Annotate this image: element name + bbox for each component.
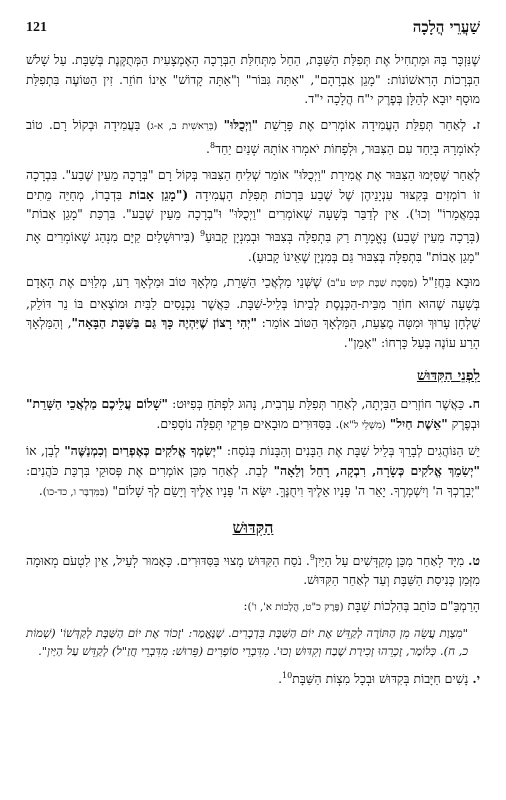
shalom-aleichem-term: "שָׁלוֹם עֲלֵיכֶם מַלְאֲכֵי הַשָּׁרֵת" — [26, 396, 168, 412]
paragraph-9 — [26, 548, 480, 590]
paragraph-10 — [26, 666, 480, 689]
paragraph-8 — [26, 394, 480, 435]
source-citation: (בַּמִּדְבָּר ו, כד-כו) — [42, 486, 109, 498]
paragraph-text: . נֹסַח הַקִּדּוּשׁ מָצוּי בַּסִּדּוּרִים. כָּאָמוּר לְעֵיל, אֵין לִטְעֹם מְאוּמָה מִזְּמַן כְּנִיסַת הַשַּׁבָּת וְעַד לְאַחַר הַקִּדּוּשׁ. — [26, 552, 480, 588]
paragraph-mark: ט. — [468, 552, 480, 568]
paragraph-text: , וְהַמַּלְאָךְ הָרַע עוֹנֶה בְּעַל כָּרְחוֹ: "אָמֵן". — [26, 315, 480, 350]
paragraph-rambam-intro — [26, 596, 480, 618]
paragraph-mark: י. — [472, 670, 480, 686]
page-header — [26, 18, 480, 50]
paragraph-text: הָרַמְבַּ"ם כּוֹתֵב בְּהִלְכוֹת שַׁבָּת — [347, 598, 480, 614]
paragraph-text: . — [278, 670, 283, 686]
quote-text: "מִצְוַת עֲשֵׂה מִן הַתּוֹרָה לְקַדֵּשׁ אֶת יוֹם הַשַּׁבָּת בִּדְבָרִים. שֶׁנֶּאֱמַר: 'זָכוֹר אֶת יוֹם הַשַּׁבָּת לְקַדְּשׁוֹ' (שְׁמוֹת כ, ח). כְּלוֹמַר, זָכְרֵהוּ זְכִירַת שֶׁבַח וְקִדּוּשׁ וְכוּ'. מִדִּבְרֵי סוֹפְרִים (פֵּרוּשׁ: מִדִּבְרֵי חֲזַ"ל) לְקַדֵּשׁ עַל הַיַּיִן". — [26, 625, 468, 658]
paragraph-text: שֶׁשְּׁנֵי מַלְאֲכֵי הַשָּׁרֵת, מַלְאָךְ טוֹב וּמַלְאָךְ רַע, מְלַוִּים אֶת הָאָדָם בְּשָׁעָה שֶׁהוּא חוֹזֵר מִבֵּית-הַכְּנֶסֶת לְבֵיתוֹ בְּלֵיל-שַׁבָּת. כַּאֲשֶׁר נִכְנָסִים לַבַּיִת וּמוֹצְאִים בּוֹ נֵר דּוֹלֵק, שֻׁלְחָן עָרוּךְ וּמִטָּה מֻצַּעַת, הַמַּלְאָךְ הַטּוֹב אוֹמֵר: — [26, 274, 480, 331]
paragraph-text: נָשִׁים חַיָּבוֹת בְּקִדּוּשׁ וּבְכָל מִצְוֹת הַשַּׁבָּת — [292, 670, 469, 686]
paragraph-angels — [26, 272, 480, 352]
paragraph-text: לְאַחַר שֶׁסִּיְּמוּ הַצִּבּוּר אֶת אֲמִירַת "וַיְכֻלּוּ" אוֹמֵר שְׁלִיחַ הַצִּבּוּר בְּקוֹל רָם "בְּרָכָה מֵעֵין שֶׁבַע". בִּבְרָכָה זוֹ רוֹמְזִים בְּקִצּוּר עִנְיָנֵיהֶן שֶׁל שֶׁבַע בִּרְכוֹת תְּפִלַּת הָעֲמִידָה — [26, 167, 480, 202]
paragraph-text: מִיָּד לְאַחַר מִכֵּן מְקַדְּשִׁים עַל הַיַּיִן — [314, 552, 465, 568]
footnote-ref: 9 — [200, 228, 206, 238]
running-title: שַׁעֲרֵי הֲלָכָה — [412, 18, 480, 36]
paragraph-text: : — [243, 598, 248, 614]
paragraph-text: יֵשׁ הַנּוֹהֲגִים לְבָרֵךְ בְּלֵיל שַׁבָּת אֶת הַבָּנִים וְהַבָּנוֹת בְּנֹסַח: — [226, 443, 480, 459]
paragraph-text: וּבְפֶרֶק — [451, 415, 480, 431]
footnote-ref: 10 — [282, 670, 293, 680]
paragraph-text: שֶׁנִּזְכָּר בָּהּ וּמַתְחִיל אֶת תְּפִלַּת הַשַּׁבָּת, הַחֵל מִתְּחִלַּת הַבְּרָכָה הָאֶמְצָעִית הַמְּתֻקֶּנֶת בְּשַׁבָּת. עַל שָׁלֹשׁ הַבְּרָכוֹת הָרִאשׁוֹנוֹת: "מָגֵן אַבְרָהָם", "אַתָּה גִּבּוֹר" וְ"אַתָּה קָדוֹשׁ" אֵינוֹ חוֹזֵר. זִין הַטּוֹעֶה בִּתְפִלַּת מוּסָף יוּבָא לְהַלָּן בְּפֶרֶק י"ח הֲלָכָה י"ד. — [26, 52, 480, 107]
paragraph-text: בַּעֲמִידָה וּבְקוֹל רָם. טוֹב לְאוֹמְרָהּ בְּיַחַד עִם הַצִּבּוּר, וּלְפָחוֹת יֹאמְרוּ אוֹתָהּ שְׁנַיִם יַחַד — [26, 116, 480, 157]
vayechulu-term: "וַיְכֻלּוּ" — [223, 116, 259, 132]
paragraph-mark: ח. — [468, 396, 480, 412]
paragraph-text: לְאַחַר תְּפִלַּת הָעֲמִידָה אוֹמְרִים אֶת פָּרָשַׁת — [264, 116, 466, 132]
footnote-ref: 8 — [209, 141, 216, 151]
paragraph-blessing-children — [26, 441, 480, 502]
section-heading-before-kiddush: לִפְנֵי הַקִּדּוּשׁ — [416, 367, 480, 384]
yehi-ratzon-quote: "יְהִי רָצוֹן שֶׁיִּהְיֶה כָּךְ גַּם בַּשַּׁבָּת הַבָּאָה" — [71, 315, 257, 331]
main-text — [26, 50, 480, 688]
paragraph-text: לְבֵן, אוֹ — [26, 443, 65, 459]
paragraph-text: כַּאֲשֶׁר חוֹזְרִים הַבַּיְתָה, לְאַחַר תְּפִלַּת עַרְבִית, נָהוּג לִפְתֹּחַ בְּפִיּוּט: — [172, 396, 465, 412]
paragraph-text: לְבַת. לְאַחַר מִכֵּן אוֹמְרִים אֶת פְּסוּקֵי בִּרְכַּת כֹּהֲנִים: "יְבָרֶכְךָ ה' וְיִשְׁמְרֶךָ. יָאֵר ה' פָּנָיו אֵלֶיךָ וִיחֻנֶּךָּ. יִשָּׂא ה' פָּנָיו אֵלֶיךָ וְיָשֵׂם לְךָ שָׁלוֹם" — [26, 462, 480, 498]
paragraph-continuation — [26, 50, 480, 109]
magen-avot-term: ("מָגֵן אָבוֹת — [129, 186, 189, 202]
source-citation: (בְּרֵאשִׁית ב, א-ג) — [146, 120, 218, 132]
paragraph-text: מוּבָא בַּחֲזַ"ל — [422, 274, 480, 290]
paragraph-text: . — [206, 141, 210, 157]
paragraph-7 — [26, 115, 480, 159]
blessing-daughters-quote: "יְשִׂמֵךְ אֱלֹקִים כְּשָׂרָה, רִבְקָה, רָחֵל וְלֵאָה" — [273, 462, 480, 478]
paragraph-text: (בִּירוּשָׁלַיִם קַיָּם מִנְהַג שֶׁאוֹמְרִים אֶת "מָגֵן אָבוֹת" בִּתְפִלָּה בְּצִבּוּר גַּם בְּמִנְיָן שֶׁאֵינוֹ קָבוּעַ). — [26, 229, 480, 264]
page-number: 121 — [26, 20, 47, 35]
paragraph-text: . — [38, 482, 43, 498]
paragraph-mark: ז. — [472, 116, 480, 132]
source-citation: (פֶּרֶק כ"ט, הֲלָכוֹת א', ו') — [247, 602, 344, 614]
paragraph-text: בִּדְבָרוֹ, מְחַיֵּה מֵתִים בְּמַאֲמָרוֹ" וְכוּ'). אֵין לְדַבֵּר בְּשָׁעָה שֶׁאוֹמְרִים "וַיְכֻלּוּ" וּ"בְרָכָה מֵעֵין שֶׁבַע". בִּרְכַּת "מָגֵן אָבוֹת" (בְּרָכָה מֵעֵין שֶׁבַע) נֶאֱמֶרֶת רַק בִּתְפִלָּה בְּצִבּוּר וּבְמִנְיָן קָבוּעַ — [26, 186, 480, 244]
source-citation: (מַסֶּכֶת שַׁבָּת קיט ע"ב) — [326, 278, 418, 290]
paragraph-magen-avot — [26, 165, 480, 266]
source-citation: (מִשְׁלֵי ל"א) — [339, 419, 386, 431]
footnote-ref: 9 — [309, 552, 315, 562]
section-heading-kiddush: הַקִּדּוּשׁ — [232, 518, 274, 538]
eshet-chayil-term: "אֵשֶׁת חַיִל" — [389, 415, 448, 431]
blessing-sons-quote: "יְשִׂמְךָ אֱלֹקִים כְּאֶפְרַיִם וְכִמְנַשֶּׁה" — [64, 443, 223, 459]
rambam-quote — [26, 624, 480, 660]
paragraph-text: . בַּסִּדּוּרִים מוּבָאִים פִּרְקֵי תְּפִלָּה נוֹסָפִים. — [156, 415, 340, 431]
